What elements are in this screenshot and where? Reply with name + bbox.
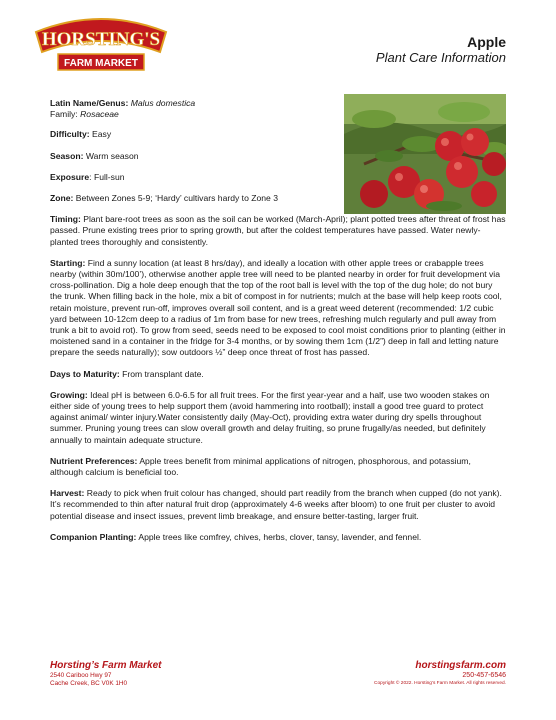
nutrient-text: Apple trees benefit from minimal applications of nitrogen, phosphorous, and potassium, although calcium is beneficial too. xyxy=(50,455,471,478)
footer-phone: 250-457-6546 xyxy=(462,672,506,679)
family-line xyxy=(50,109,330,120)
nutrient-section xyxy=(50,456,506,478)
exposure-line xyxy=(50,172,330,183)
season-line xyxy=(50,151,330,162)
footer-address-line1: 2540 Cariboo Hwy 97 xyxy=(50,672,112,679)
family-label: Family: xyxy=(50,109,78,120)
footer-address-line2: Cache Creek, BC V0K 1H0 xyxy=(50,680,128,687)
difficulty-value: Easy xyxy=(92,129,112,140)
days-to-maturity-label: Days to Maturity: xyxy=(50,368,120,379)
companion-text: Apple trees like comfrey, chives, herbs, clover, tansy, lavender, and fennel. xyxy=(138,531,422,542)
zone-value: Between Zones 5-9; ‘Hardy’ cultivars hardy to Zone 3 xyxy=(75,193,278,204)
footer-website-link[interactable]: horstingsfarm.com xyxy=(415,660,506,671)
logo-subtext: FARM MARKET xyxy=(64,58,138,69)
zone-label: Zone: xyxy=(50,193,74,204)
harvest-section xyxy=(50,488,506,522)
timing-text: Plant bare-root trees as soon as the soil can be worked (March-April); plant potted trees after threat of frost has passed. Prune existing trees prior to spring growth, but after the coldest temperatures have passed. Water newly-planted trees thoroughly and consistently. xyxy=(50,214,506,247)
footer-brand: Horsting’s Farm Market xyxy=(50,660,162,671)
days-to-maturity-text: From transplant date. xyxy=(122,368,204,379)
family-value: Rosaceae xyxy=(80,109,119,120)
growing-text: Ideal pH is between 6.0-6.5 for all fruit trees. For the first year-year and a half, use two wooden stakes on either side of young trees to help support them (avoid hammering into rootball); install a good tree guard to protect against animal/ winter injury.Water consistently daily (May-Oct), providing extra water during dry spells throughout summer. Pruning young trees can slow overall growth and delay fruiting, so prune frugally/as needed, but definitely annually to maintain adequate structure. xyxy=(50,389,490,445)
logo-graphic xyxy=(34,12,168,80)
difficulty-line xyxy=(50,129,330,140)
logo-name-text: HORSTING'S xyxy=(41,29,161,50)
page-subtitle: Plant Care Information xyxy=(375,50,506,65)
difficulty-label: Difficulty: xyxy=(50,129,90,140)
footer-left xyxy=(50,660,162,688)
harvest-label: Harvest: xyxy=(50,488,85,499)
exposure-value: : Full-sun xyxy=(89,171,125,182)
timing-section xyxy=(50,214,506,248)
companion-label: Companion Planting: xyxy=(50,531,137,542)
starting-section xyxy=(50,258,506,359)
season-value: Warm season xyxy=(85,150,139,161)
companion-section xyxy=(50,532,506,543)
growing-section xyxy=(50,390,506,446)
nutrient-label: Nutrient Preferences: xyxy=(50,455,138,466)
starting-text: Find a sunny location (at least 8 hrs/day), and ideally a location with other apple trees or crabapple trees nearby (within 30m/100’), otherwise another apple tree will need to be planted nearby in order for fruit development via cross-pollination. Dig a hole deep enough that the top of the root ball is level with the top of the dug hole; do not bury the trunk. When filling back in the hole, mix a bit of compost in for nutrients; mulch at the base will help keep roots cool, retain moisture, prevent run-off, improves overall soil content, and is a great weed deterent (recommended: 1/2 cubic yard between 10-12cm deep to a radius of 1m from base for new trees, refreshing mulch regularly and pull away from trunk a bit to avoid rot). To grow from seed, seeds need to be exposed to cool moist conditions prior to planting (either in moistened sand in a container in the fridge for 3-4 months, or by sowing them 1cm (1/2”) deep in fall and letting nature prepare the seeds naturally); sow outdoors ½” deep once threat of frost has passed. xyxy=(50,257,506,358)
timing-label: Timing: xyxy=(50,214,81,225)
page-title: Apple xyxy=(467,34,506,50)
footer-copyright: Copyright © 2022. Horsting’s Farm Market. All rights reserved. xyxy=(374,681,506,686)
latin-name-line xyxy=(50,98,330,109)
starting-label: Starting: xyxy=(50,257,86,268)
footer-right xyxy=(374,672,506,687)
logo xyxy=(34,12,168,80)
header-title-block xyxy=(376,34,506,66)
latin-name-value: Malus domestica xyxy=(130,98,196,108)
plant-care-content xyxy=(50,98,506,553)
zone-line xyxy=(50,193,330,204)
season-label: Season: xyxy=(50,150,84,161)
days-to-maturity-section xyxy=(50,369,506,380)
harvest-text: Ready to pick when fruit colour has changed, should part readily from the branch when cupped (do not yank). It’s recommended to thin after natural fruit drop (approximately 4-6 weeks after bloom) to one fruit per cluster to avoid potential disease and insect issues, prevent limb breakage, and ensure better-tasting, larger fruit. xyxy=(50,488,502,521)
latin-name-label: Latin Name/Genus: xyxy=(50,98,129,108)
exposure-label: Exposure xyxy=(50,171,90,182)
growing-label: Growing: xyxy=(50,389,88,400)
